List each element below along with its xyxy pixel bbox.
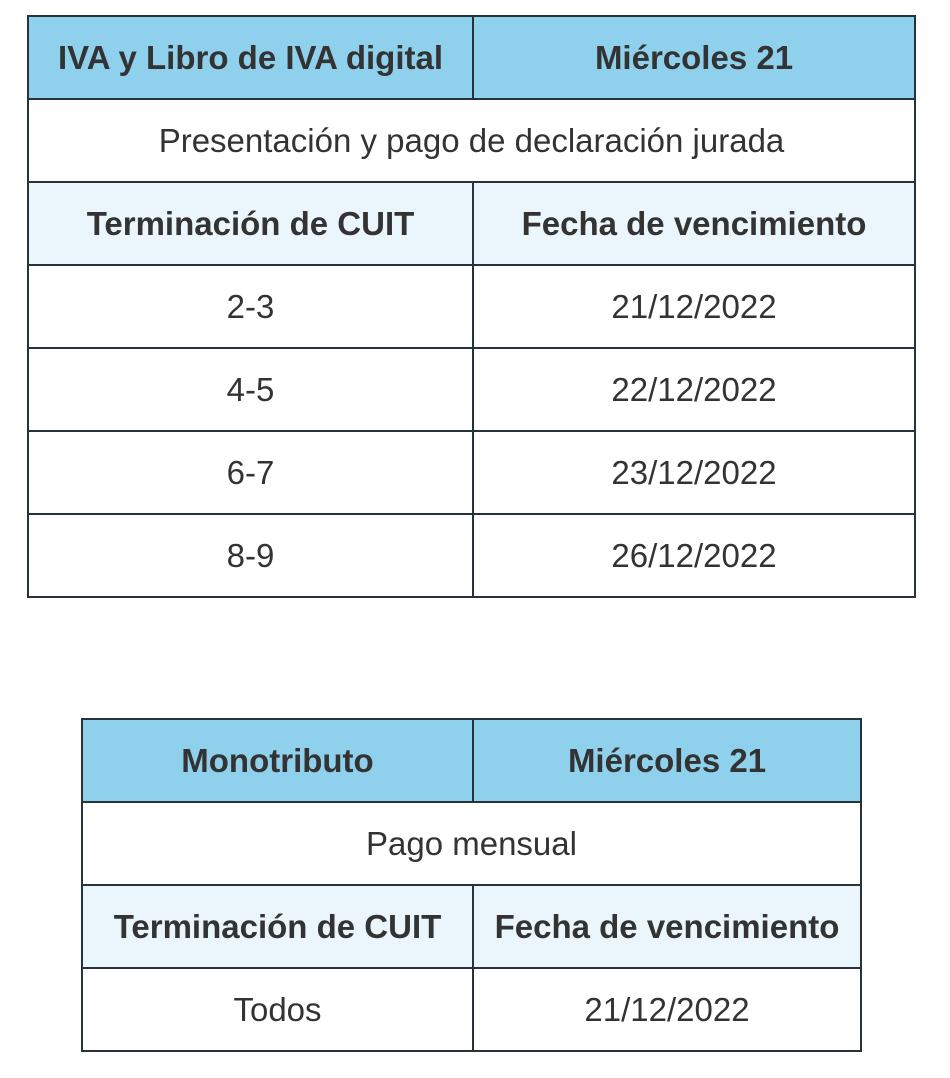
subtitle-row: [28, 99, 915, 182]
table-row: [28, 265, 915, 348]
due-day: Miércoles 21: [473, 719, 861, 802]
table-header-row: [28, 16, 915, 99]
date-cell: 21/12/2022: [473, 968, 861, 1051]
column-header-cuit: Terminación de CUIT: [82, 885, 473, 968]
tax-title: Monotributo: [82, 719, 473, 802]
cuit-cell: 2-3: [28, 265, 473, 348]
table-row: [28, 514, 915, 597]
column-header-row: [82, 885, 861, 968]
date-cell: 26/12/2022: [473, 514, 915, 597]
cuit-cell: 8-9: [28, 514, 473, 597]
table-row: [82, 968, 861, 1051]
cuit-cell: 6-7: [28, 431, 473, 514]
cuit-cell: 4-5: [28, 348, 473, 431]
column-header-cuit: Terminación de CUIT: [28, 182, 473, 265]
subtitle-row: [82, 802, 861, 885]
due-day: Miércoles 21: [473, 16, 915, 99]
cuit-cell: Todos: [82, 968, 473, 1051]
table-header-row: [82, 719, 861, 802]
column-header-date: Fecha de vencimiento: [473, 885, 861, 968]
date-cell: 23/12/2022: [473, 431, 915, 514]
iva-table: [27, 15, 916, 598]
monotributo-table: [81, 718, 862, 1052]
column-header-row: [28, 182, 915, 265]
date-cell: 22/12/2022: [473, 348, 915, 431]
tax-title: IVA y Libro de IVA digital: [28, 16, 473, 99]
column-header-date: Fecha de vencimiento: [473, 182, 915, 265]
subtitle: Presentación y pago de declaración jurada: [28, 99, 915, 182]
subtitle: Pago mensual: [82, 802, 861, 885]
date-cell: 21/12/2022: [473, 265, 915, 348]
table-row: [28, 348, 915, 431]
table-row: [28, 431, 915, 514]
